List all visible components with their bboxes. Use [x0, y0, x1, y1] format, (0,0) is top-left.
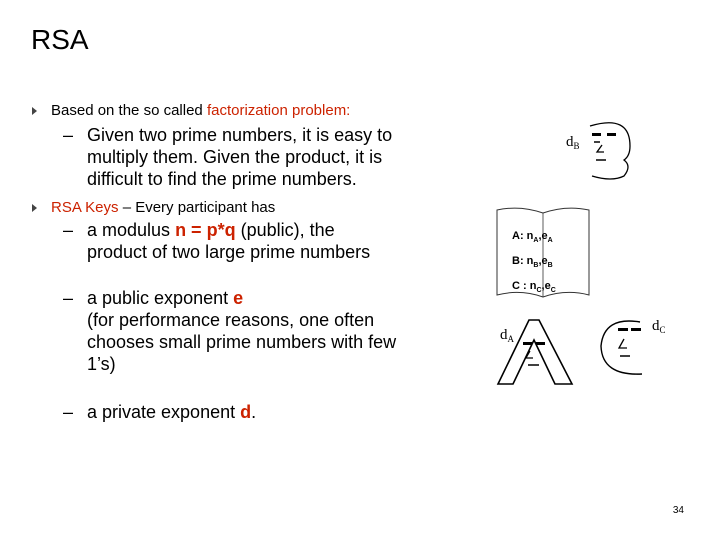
modulus-pre: a modulus — [87, 220, 176, 240]
book-row-b: ,e — [538, 230, 548, 242]
bullet-text: – Every participant has — [118, 199, 276, 216]
modulus-post: (public), the — [235, 220, 335, 240]
page-number: 34 — [672, 505, 684, 516]
book-row-a-sub: C — [536, 287, 542, 294]
factor-text — [87, 124, 392, 190]
slide-title: RSA — [31, 24, 89, 55]
key-d: d — [500, 327, 508, 343]
face-b-icon — [586, 120, 638, 182]
private-pre: a private exponent — [87, 402, 241, 422]
book-row — [512, 226, 556, 251]
book-row-b-sub: A — [547, 237, 553, 244]
modulus-formula: n = p*q — [175, 220, 236, 240]
book-row — [512, 251, 556, 276]
face-c-icon — [598, 318, 656, 378]
sub-dash: – — [63, 288, 74, 308]
book-row-a: C : n — [512, 280, 537, 292]
key-sub: A — [507, 334, 514, 344]
book-row-a-sub: B — [533, 262, 539, 269]
private-text — [87, 401, 256, 423]
book-row-b: ,e — [538, 255, 548, 267]
book-row-a: B: n — [512, 255, 534, 267]
book-row-a-sub: A — [533, 237, 539, 244]
modulus-line2: product of two large prime numbers — [87, 242, 371, 262]
key-d: d — [566, 134, 574, 150]
bullet-arrow-icon — [32, 107, 37, 115]
key-label-dB — [566, 134, 580, 151]
private-d: d — [240, 402, 252, 422]
factor-line: difficult to find the prime numbers. — [87, 169, 357, 189]
factor-line: Given two prime numbers, it is easy to — [87, 125, 393, 145]
sub-dash: – — [63, 402, 74, 422]
exponent-line: 1’s) — [87, 354, 116, 374]
book-text — [512, 226, 556, 301]
book-row-b-sub: C — [550, 287, 556, 294]
modulus-text — [87, 219, 370, 263]
sub-dash: – — [63, 125, 74, 145]
bullet-text: Based on the so called — [51, 102, 207, 119]
key-sub: B — [573, 141, 580, 151]
exponent-line: (for performance reasons, one often — [87, 310, 375, 330]
factor-line: multiply them. Given the product, it is — [87, 147, 383, 167]
private-post: . — [251, 402, 257, 422]
exponent-text — [87, 287, 396, 375]
book-row — [512, 276, 556, 301]
key-sub: C — [659, 325, 666, 335]
face-a-icon — [495, 318, 575, 388]
exponent-line: chooses small prime numbers with few — [87, 332, 397, 352]
bullet-highlight: RSA Keys — [51, 199, 119, 216]
book-row-a: A: n — [512, 230, 534, 242]
exponent-pre: a public exponent — [87, 288, 234, 308]
bullet-rsa-keys — [51, 199, 275, 217]
book-row-b-sub: B — [547, 262, 553, 269]
sub-dash: – — [63, 220, 74, 240]
bullet-factorization — [51, 102, 350, 120]
book-row-b: ,e — [541, 280, 551, 292]
key-d: d — [652, 318, 660, 334]
bullet-arrow-icon — [32, 204, 37, 212]
exponent-e: e — [233, 288, 244, 308]
bullet-highlight: factorization problem: — [206, 102, 351, 119]
